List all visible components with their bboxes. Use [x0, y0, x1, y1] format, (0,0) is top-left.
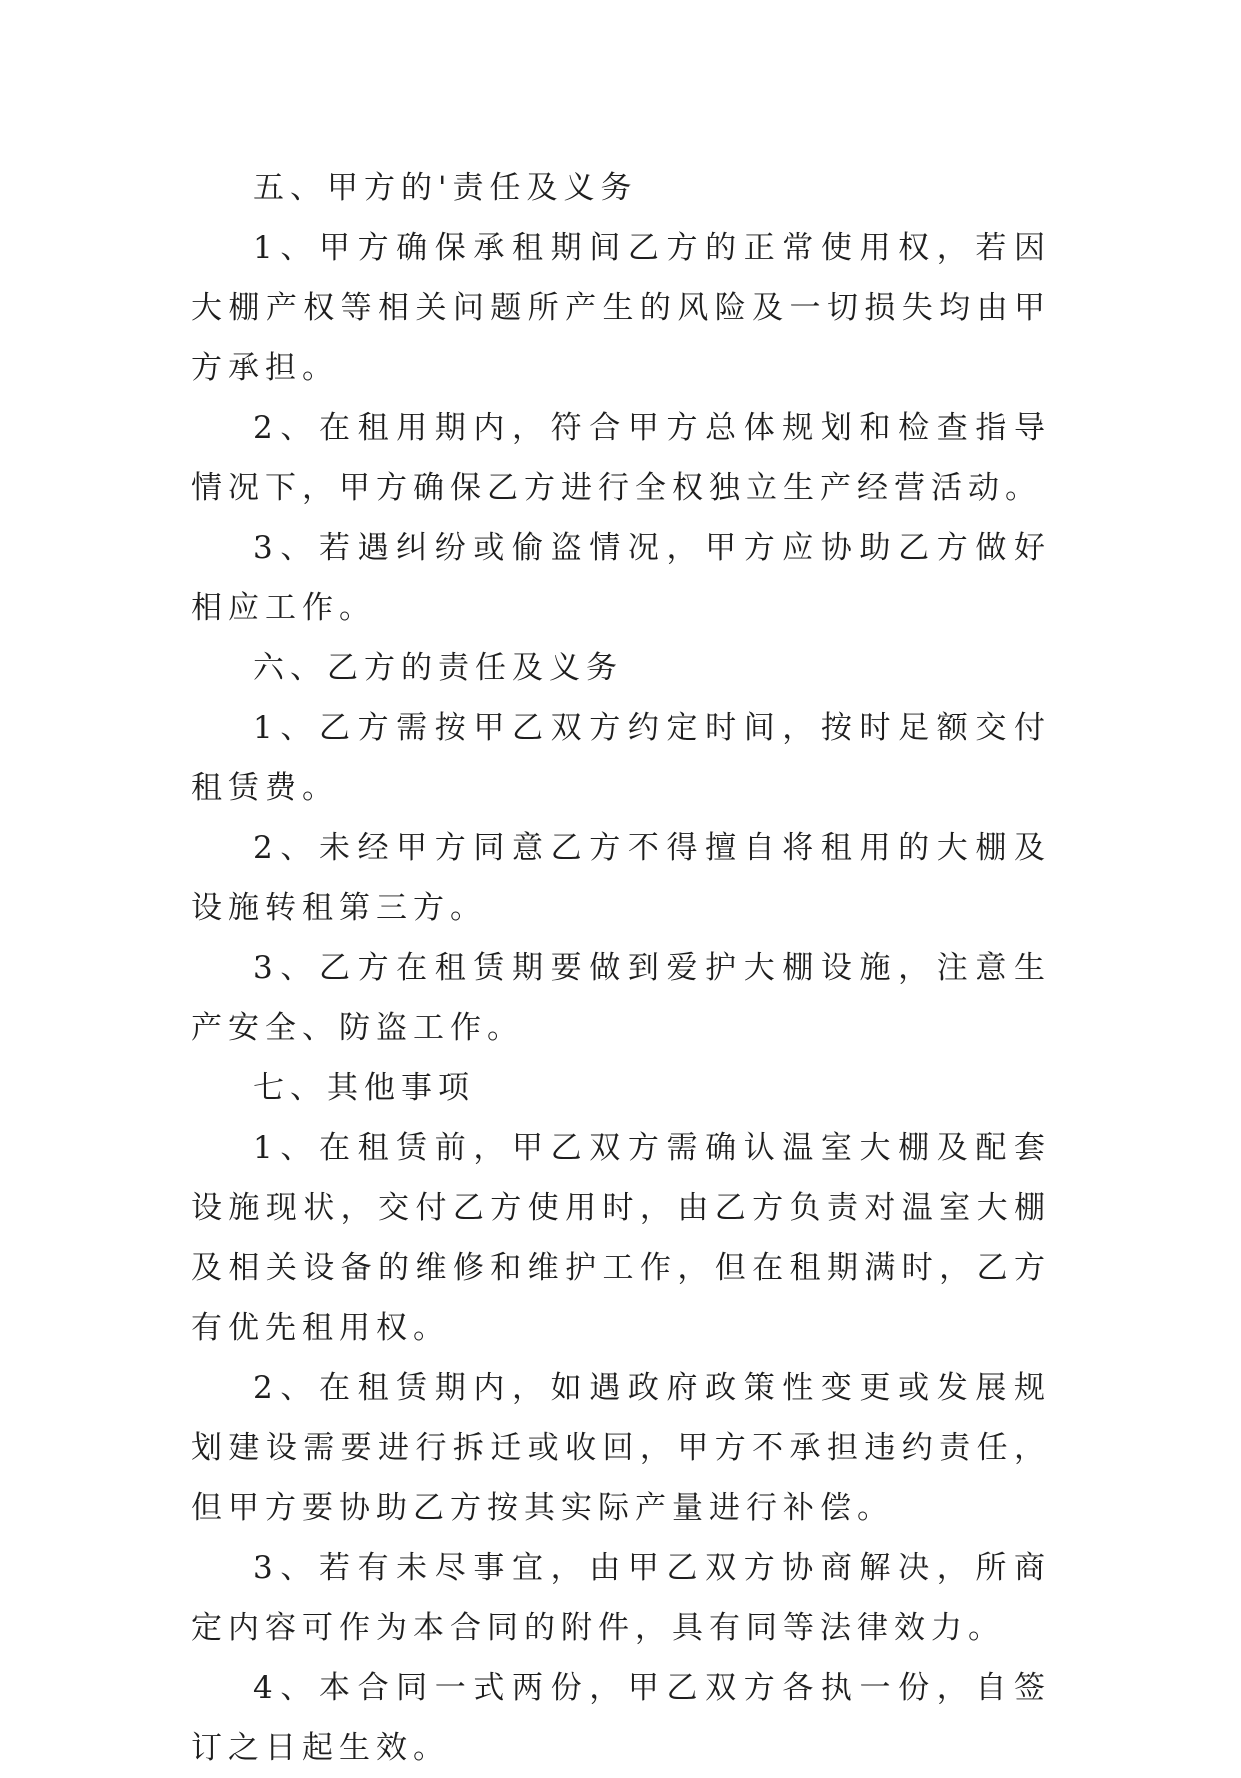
clause-7-3: 3、若有未尽事宜，由甲乙双方协商解决，所商定内容可作为本合同的附件，具有同等法律效力。	[191, 1550, 1051, 1646]
clause-5-1: 1、甲方确保承租期间乙方的正常使用权，若因大棚产权等相关问题所产生的风险及一切损失均由甲方承担。	[191, 230, 1051, 386]
clause-6-2: 2、未经甲方同意乙方不得擅自将租用的大棚及设施转租第三方。	[191, 830, 1051, 926]
section-heading-7: 七、其他事项	[253, 1070, 475, 1106]
document-body	[191, 158, 1051, 1778]
clause-6-3: 3、乙方在租赁期要做到爱护大棚设施，注意生产安全、防盗工作。	[191, 950, 1051, 1046]
section-heading-5: 五、甲方的'责任及义务	[253, 170, 638, 206]
clause-7-1: 1、在租赁前，甲乙双方需确认温室大棚及配套设施现状，交付乙方使用时，由乙方负责对温室大棚及相关设备的维修和维护工作，但在租期满时，乙方有优先租用权。	[191, 1130, 1051, 1346]
clause-5-3: 3、若遇纠纷或偷盗情况，甲方应协助乙方做好相应工作。	[191, 530, 1051, 626]
section-heading-6: 六、乙方的责任及义务	[253, 650, 623, 686]
clause-5-2: 2、在租用期内，符合甲方总体规划和检查指导情况下，甲方确保乙方进行全权独立生产经营活动。	[191, 410, 1051, 506]
clause-7-4: 4、本合同一式两份，甲乙双方各执一份，自签订之日起生效。	[191, 1670, 1051, 1766]
clause-6-1: 1、乙方需按甲乙双方约定时间，按时足额交付租赁费。	[191, 710, 1051, 806]
clause-7-2: 2、在租赁期内，如遇政府政策性变更或发展规划建设需要进行拆迁或收回，甲方不承担违约责任，但甲方要协助乙方按其实际产量进行补偿。	[191, 1370, 1051, 1526]
